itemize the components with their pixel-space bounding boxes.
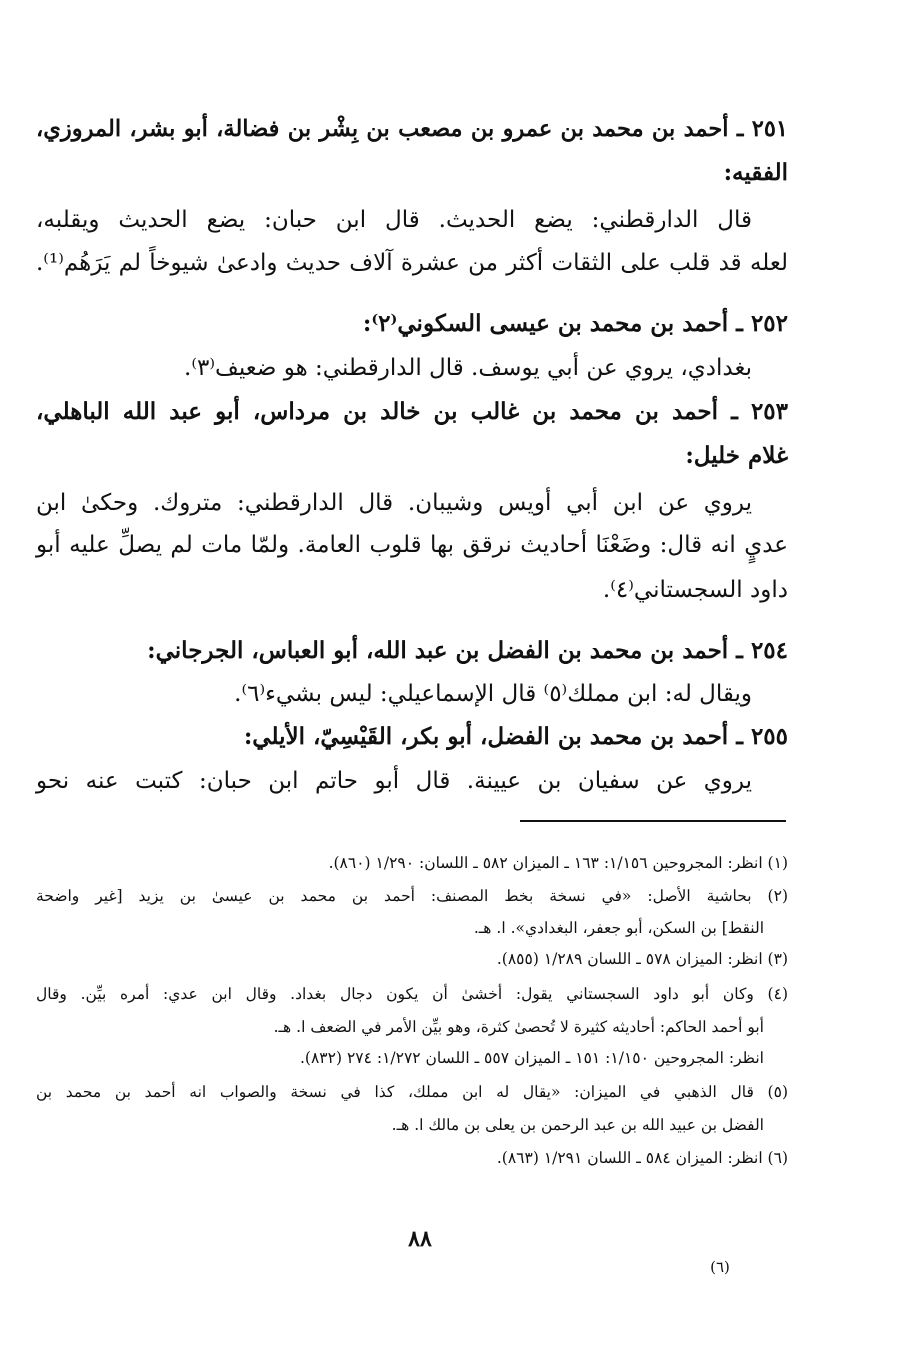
entry-heading-254: ٢٥٤ ـ أحمد بن محمد بن الفضل بن عبد الله، أبو العباس، الجرجاني: <box>147 637 788 664</box>
footnote-5-cont: الفضل بن عبيد الله بن عبد الرحمن بن يعلى بن مالك ا. هـ. <box>391 1116 764 1134</box>
entry-heading-251: ٢٥١ ـ أحمد بن محمد بن عمرو بن مصعب بن بِشْر بن فضالة، أبو بشر، المروزي، <box>36 116 788 142</box>
footnote-6: (٦) انظر: الميزان ٥٨٤ ـ اللسان ١/٢٩١ (٨٦٣). <box>496 1149 788 1167</box>
footnote-4-ref: انظر: المجروحين ١/١٥٠: ١٥١ ـ الميزان ٥٥٧ ـ اللسان ١/٢٧٢: ٢٧٤ (٨٣٢). <box>300 1049 764 1067</box>
entry-heading-253: ٢٥٣ ـ أحمد بن محمد بن غالب بن خالد بن مرداس، أبو عبد الله الباهلي، <box>36 398 788 425</box>
entry-body-251-cont: لعله قد قلب على الثقات أكثر من عشرة آلاف حديث وادعىٰ شيوخاً لم يَرَهُم⁽¹⁾. <box>36 250 788 276</box>
entry-body-253: يروي عن ابن أبي أويس وشيبان. قال الدارقطني: متروك. وحكىٰ ابن <box>36 490 752 516</box>
printer-signature: (٦) <box>710 1258 730 1276</box>
entry-heading-252: ٢٥٢ ـ أحمد بن محمد بن عيسى السكوني⁽٢⁾: <box>362 310 788 337</box>
footnote-2: (٢) بحاشية الأصل: «في نسخة بخط المصنف: أحمد بن محمد بن عيسىٰ بن يزيد [غير واضحة <box>36 887 788 905</box>
entry-body-251: قال الدارقطني: يضع الحديث. قال ابن حبان: يضع الحديث ويقلبه، <box>36 207 752 233</box>
entry-heading-255: ٢٥٥ ـ أحمد بن محمد بن الفضل، أبو بكر، القَيْسِيّ، الأيلي: <box>243 723 788 750</box>
footnote-separator <box>520 820 786 822</box>
entry-heading-251-cont: الفقيه: <box>723 159 788 186</box>
footnote-5: (٥) قال الذهبي في الميزان: «يقال له ابن مملك، كذا في نسخة والصواب انه أحمد بن محمد بن <box>36 1083 788 1101</box>
entry-heading-253-cont: غلام خليل: <box>685 442 788 469</box>
footnote-1: (١) انظر: المجروحين ١/١٥٦: ١٦٣ ـ الميزان ٥٨٢ ـ اللسان: ١/٢٩٠ (٨٦٠). <box>328 854 788 872</box>
footnote-4: (٤) وكان أبو داود السجستاني يقول: أخشىٰ أن يكون دجال بغداد. وقال ابن عدي: أمره بيِّن. وقال <box>36 985 788 1003</box>
footnote-4-cont: أبو أحمد الحاكم: أحاديثه كثيرة لا تُحصىٰ كثرة، وهو بيِّن الأمر في الضعف ا. هـ. <box>273 1018 764 1036</box>
entry-body-252: بغدادي، يروي عن أبي يوسف. قال الدارقطني: هو ضعيف⁽٣⁾. <box>184 355 752 381</box>
page-number: ٨٨ <box>408 1226 432 1252</box>
footnote-3: (٣) انظر: الميزان ٥٧٨ ـ اللسان ١/٢٨٩ (٨٥٥). <box>496 950 788 968</box>
footnote-2-cont: النقط] بن السكن، أبو جعفر، البغدادي». ا. هـ. <box>473 919 764 937</box>
entry-body-253-end: داود السجستاني⁽٤⁾. <box>602 577 788 603</box>
entry-body-255: يروي عن سفيان بن عيينة. قال أبو حاتم ابن حبان: كتبت عنه نحو <box>36 768 752 794</box>
entry-body-254: ويقال له: ابن مملك⁽٥⁾ قال الإسماعيلي: ليس بشيء⁽٦⁾. <box>234 681 752 707</box>
entry-body-253-cont: عديٍ انه قال: وضَعْنَا أحاديث نرقق بها قلوب العامة. ولمّا مات لم يصلِّ عليه أبو <box>36 532 788 558</box>
